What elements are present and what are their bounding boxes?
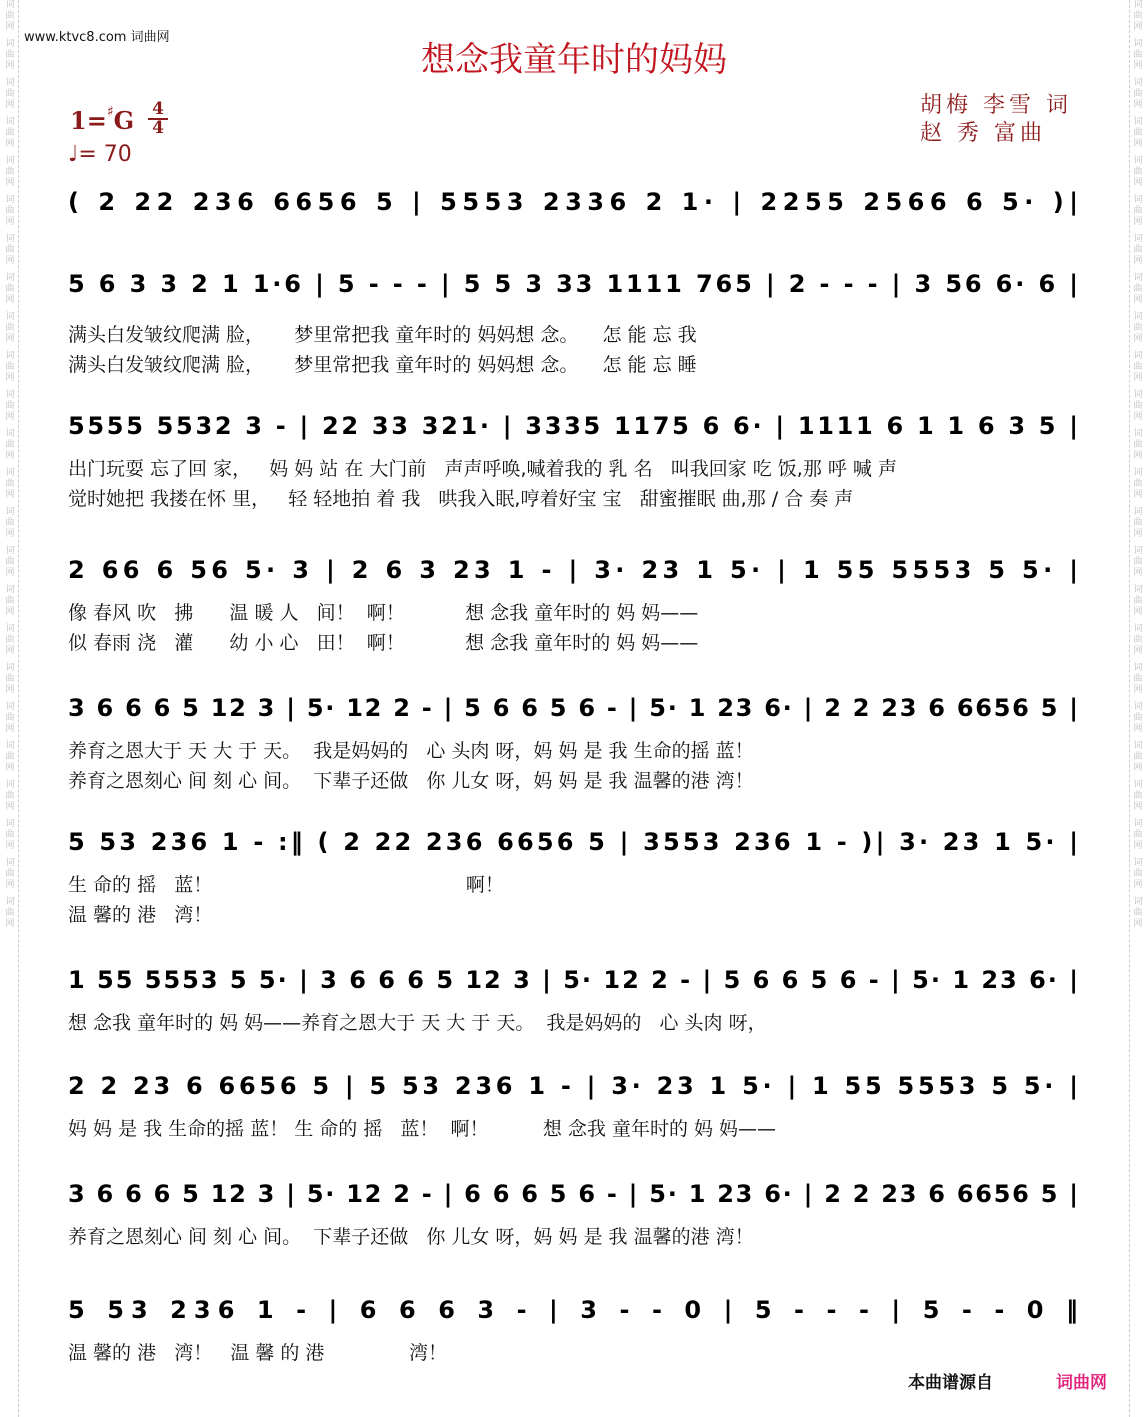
watermark-text: 词曲网 bbox=[1133, 117, 1143, 149]
notation-line bbox=[68, 686, 1088, 730]
watermark-text: 词曲网 bbox=[1133, 507, 1143, 539]
notation-line bbox=[68, 404, 1088, 448]
notation-svg bbox=[68, 958, 1088, 1002]
notation-line bbox=[68, 1288, 1088, 1332]
notation-line bbox=[68, 958, 1088, 1002]
notation-text: 5555 5532 3 - | 22 33 321· | 3335 1175 6 6· | 1111 6 1 1 6 3 5 | bbox=[68, 412, 1078, 440]
notation-svg bbox=[68, 1172, 1088, 1216]
notation-text: 5 6 3 3 2 1 1·6 | 5 - - - | 5 5 3 33 1111 765 | 2 - - - | 3 56 6· 6 | bbox=[68, 270, 1078, 298]
watermark-text: 词曲网 bbox=[5, 858, 15, 890]
watermark-text: 词曲网 bbox=[5, 234, 15, 266]
meter-top: 4 bbox=[148, 101, 168, 120]
watermark-text: 词曲网 bbox=[1133, 351, 1143, 383]
notation-svg bbox=[68, 1064, 1088, 1108]
watermark-text: 词曲网 bbox=[5, 0, 15, 32]
watermark-text: 词曲网 bbox=[1133, 312, 1143, 344]
watermark-text: 词曲网 bbox=[1133, 702, 1143, 734]
watermark-text: 词曲网 bbox=[5, 156, 15, 188]
sharp-symbol: ♯ bbox=[106, 104, 114, 120]
lyricist-credit: 胡梅 李雪 词 bbox=[920, 93, 1072, 118]
watermark-text: 词曲网 bbox=[5, 351, 15, 383]
watermark-text: 词曲网 bbox=[5, 585, 15, 617]
watermark-text: 词曲网 bbox=[1133, 195, 1143, 227]
watermark-text: 词曲网 bbox=[1133, 819, 1143, 851]
watermark-text: 词曲网 bbox=[5, 741, 15, 773]
lyric-line: 生 命的 摇 蓝！ 啊！ bbox=[68, 874, 504, 896]
meter-bottom: 4 bbox=[152, 118, 164, 138]
watermark-text: 词曲网 bbox=[5, 897, 15, 929]
lyric-line: 温 馨的 港 湾！ 温 馨 的 港 湾！ bbox=[68, 1342, 447, 1364]
watermark-text: 词曲网 bbox=[5, 546, 15, 578]
lyric-line: 养育之恩刻心 间 刻 心 间。 下辈子还做 你 儿女 呀，妈 妈 是 我 温馨的港 湾！ bbox=[68, 1226, 754, 1248]
key-note: G bbox=[113, 106, 135, 135]
tempo-marking: ♩= 70 bbox=[68, 142, 132, 167]
notation-svg bbox=[68, 262, 1088, 306]
watermark-text: 词曲网 bbox=[1133, 39, 1143, 71]
lyric-line: 养育之恩大于 天 大 于 天。 我是妈妈的 心 头肉 呀，妈 妈 是 我 生命的摇 蓝！ bbox=[68, 740, 754, 762]
watermark-text: 词曲网 bbox=[1133, 273, 1143, 305]
key-prefix: 1= bbox=[70, 106, 107, 135]
watermark-text: 词曲网 bbox=[5, 624, 15, 656]
site-url[interactable]: www.ktvc8.com 词曲网 bbox=[24, 30, 170, 45]
watermark-text: 词曲网 bbox=[5, 663, 15, 695]
notation-line bbox=[68, 1172, 1088, 1216]
watermark-text: 词曲网 bbox=[5, 39, 15, 71]
watermark-text: 词曲网 bbox=[1133, 741, 1143, 773]
watermark-text: 词曲网 bbox=[5, 819, 15, 851]
watermark-text: 词曲网 bbox=[5, 429, 15, 461]
watermark-text: 词曲网 bbox=[1133, 546, 1143, 578]
watermark-text: 词曲网 bbox=[5, 117, 15, 149]
lyric-line: 满头白发皱纹爬满 脸， 梦里常把我 童年时的 妈妈想 念。 怎 能 忘 睡 bbox=[68, 354, 697, 376]
left-watermark-strip bbox=[2, 0, 19, 1417]
notation-svg bbox=[68, 180, 1088, 224]
song-title: 想念我童年时的妈妈 bbox=[421, 40, 727, 80]
watermark-text: 词曲网 bbox=[1133, 0, 1143, 32]
lyric-line: 觉时她把 我搂在怀 里， 轻 轻地拍 着 我 哄我入眠,哼着好宝 宝 甜蜜摧眠 曲,那 / 合 奏 声 bbox=[68, 488, 854, 510]
watermark-text: 词曲网 bbox=[1133, 156, 1143, 188]
watermark-text: 词曲网 bbox=[5, 390, 15, 422]
footer-site-link[interactable]: 词曲网 bbox=[1056, 1373, 1107, 1393]
lyric-line: 温 馨的 港 湾！ bbox=[68, 904, 213, 926]
notation-line bbox=[68, 820, 1088, 864]
notation-text: 1 55 5553 5 5· | 3 6 6 6 5 12 3 | 5· 12 2 - | 5 6 6 5 6 - | 5· 1 23 6· | bbox=[68, 966, 1078, 994]
time-signature bbox=[148, 101, 168, 136]
watermark-text: 词曲网 bbox=[5, 702, 15, 734]
notation-line bbox=[68, 262, 1088, 306]
watermark-text: 词曲网 bbox=[1133, 585, 1143, 617]
watermark-text: 词曲网 bbox=[1133, 858, 1143, 890]
notation-line bbox=[68, 1064, 1088, 1108]
lyric-line: 想 念我 童年时的 妈 妈——养育之恩大于 天 大 于 天。 我是妈妈的 心 头肉 呀， bbox=[68, 1012, 767, 1034]
watermark-text: 词曲网 bbox=[1133, 429, 1143, 461]
key-signature bbox=[70, 106, 134, 135]
footer-source-label: 本曲谱源自 bbox=[908, 1373, 993, 1393]
watermark-text: 词曲网 bbox=[5, 78, 15, 110]
notation-line bbox=[68, 180, 1088, 224]
lyric-line: 妈 妈 是 我 生命的摇 蓝！ 生 命的 摇 蓝！ 啊！ 想 念我 童年时的 妈 妈—— bbox=[68, 1118, 777, 1140]
watermark-text: 词曲网 bbox=[5, 507, 15, 539]
lyric-line: 像 春风 吹 拂 温 暖 人 间！ 啊！ 想 念我 童年时的 妈 妈—— bbox=[68, 602, 699, 624]
watermark-text: 词曲网 bbox=[1133, 663, 1143, 695]
notation-line bbox=[68, 548, 1088, 592]
watermark-text: 词曲网 bbox=[1133, 624, 1143, 656]
watermark-text: 词曲网 bbox=[1133, 897, 1143, 929]
credits bbox=[920, 92, 1072, 148]
lyric-line: 似 春雨 浇 灌 幼 小 心 田！ 啊！ 想 念我 童年时的 妈 妈—— bbox=[68, 632, 699, 654]
notation-text: 2 2 23 6 6656 5 | 5 53 236 1 - | 3· 23 1 5· | 1 55 5553 5 5· | bbox=[68, 1072, 1079, 1100]
notation-text: 3 6 6 6 5 12 3 | 5· 12 2 - | 5 6 6 5 6 - | 5· 1 23 6· | 2 2 23 6 6656 5 | bbox=[68, 694, 1078, 722]
watermark-text: 词曲网 bbox=[1133, 780, 1143, 812]
watermark-text: 词曲网 bbox=[5, 312, 15, 344]
notation-svg bbox=[68, 820, 1088, 864]
watermark-text: 词曲网 bbox=[1133, 468, 1143, 500]
watermark-text: 词曲网 bbox=[5, 468, 15, 500]
notation-text: ( 2 22 236 6656 5 | 5553 2336 2 1· | 2255 2566 6 5· )| bbox=[68, 188, 1079, 216]
watermark-text: 词曲网 bbox=[5, 195, 15, 227]
lyric-line: 养育之恩刻心 间 刻 心 间。 下辈子还做 你 儿女 呀，妈 妈 是 我 温馨的港 湾！ bbox=[68, 770, 754, 792]
watermark-text: 词曲网 bbox=[1133, 234, 1143, 266]
notation-text: 3 6 6 6 5 12 3 | 5· 12 2 - | 6 6 6 5 6 - | 5· 1 23 6· | 2 2 23 6 6656 5 | bbox=[68, 1180, 1078, 1208]
notation-svg bbox=[68, 548, 1088, 592]
lyric-line: 满头白发皱纹爬满 脸， 梦里常把我 童年时的 妈妈想 念。 怎 能 忘 我 bbox=[68, 324, 697, 346]
notation-svg bbox=[68, 686, 1088, 730]
notation-svg bbox=[68, 404, 1088, 448]
watermark-text: 词曲网 bbox=[1133, 390, 1143, 422]
watermark-text: 词曲网 bbox=[1133, 78, 1143, 110]
lyric-line: 出门玩耍 忘了回 家， 妈 妈 站 在 大门前 声声呼唤,喊着我的 乳 名 叫我回家 吃 饭,那 呼 喊 声 bbox=[68, 458, 897, 480]
composer-credit: 赵 秀 富曲 bbox=[920, 121, 1046, 146]
watermark-text: 词曲网 bbox=[5, 273, 15, 305]
notation-svg bbox=[68, 1288, 1088, 1332]
notation-text: 5 53 236 1 - | 6 6 6 3 - | 3 - - 0 | 5 - - - | 5 - - 0 ‖ bbox=[68, 1296, 1078, 1324]
notation-text: 5 53 236 1 - :‖ ( 2 22 236 6656 5 | 3553 236 1 - )| 3· 23 1 5· | bbox=[68, 828, 1078, 856]
right-watermark-strip bbox=[1129, 0, 1146, 1417]
watermark-text: 词曲网 bbox=[5, 780, 15, 812]
notation-text: 2 66 6 56 5· 3 | 2 6 3 23 1 - | 3· 23 1 5· | 1 55 5553 5 5· | bbox=[68, 556, 1078, 584]
